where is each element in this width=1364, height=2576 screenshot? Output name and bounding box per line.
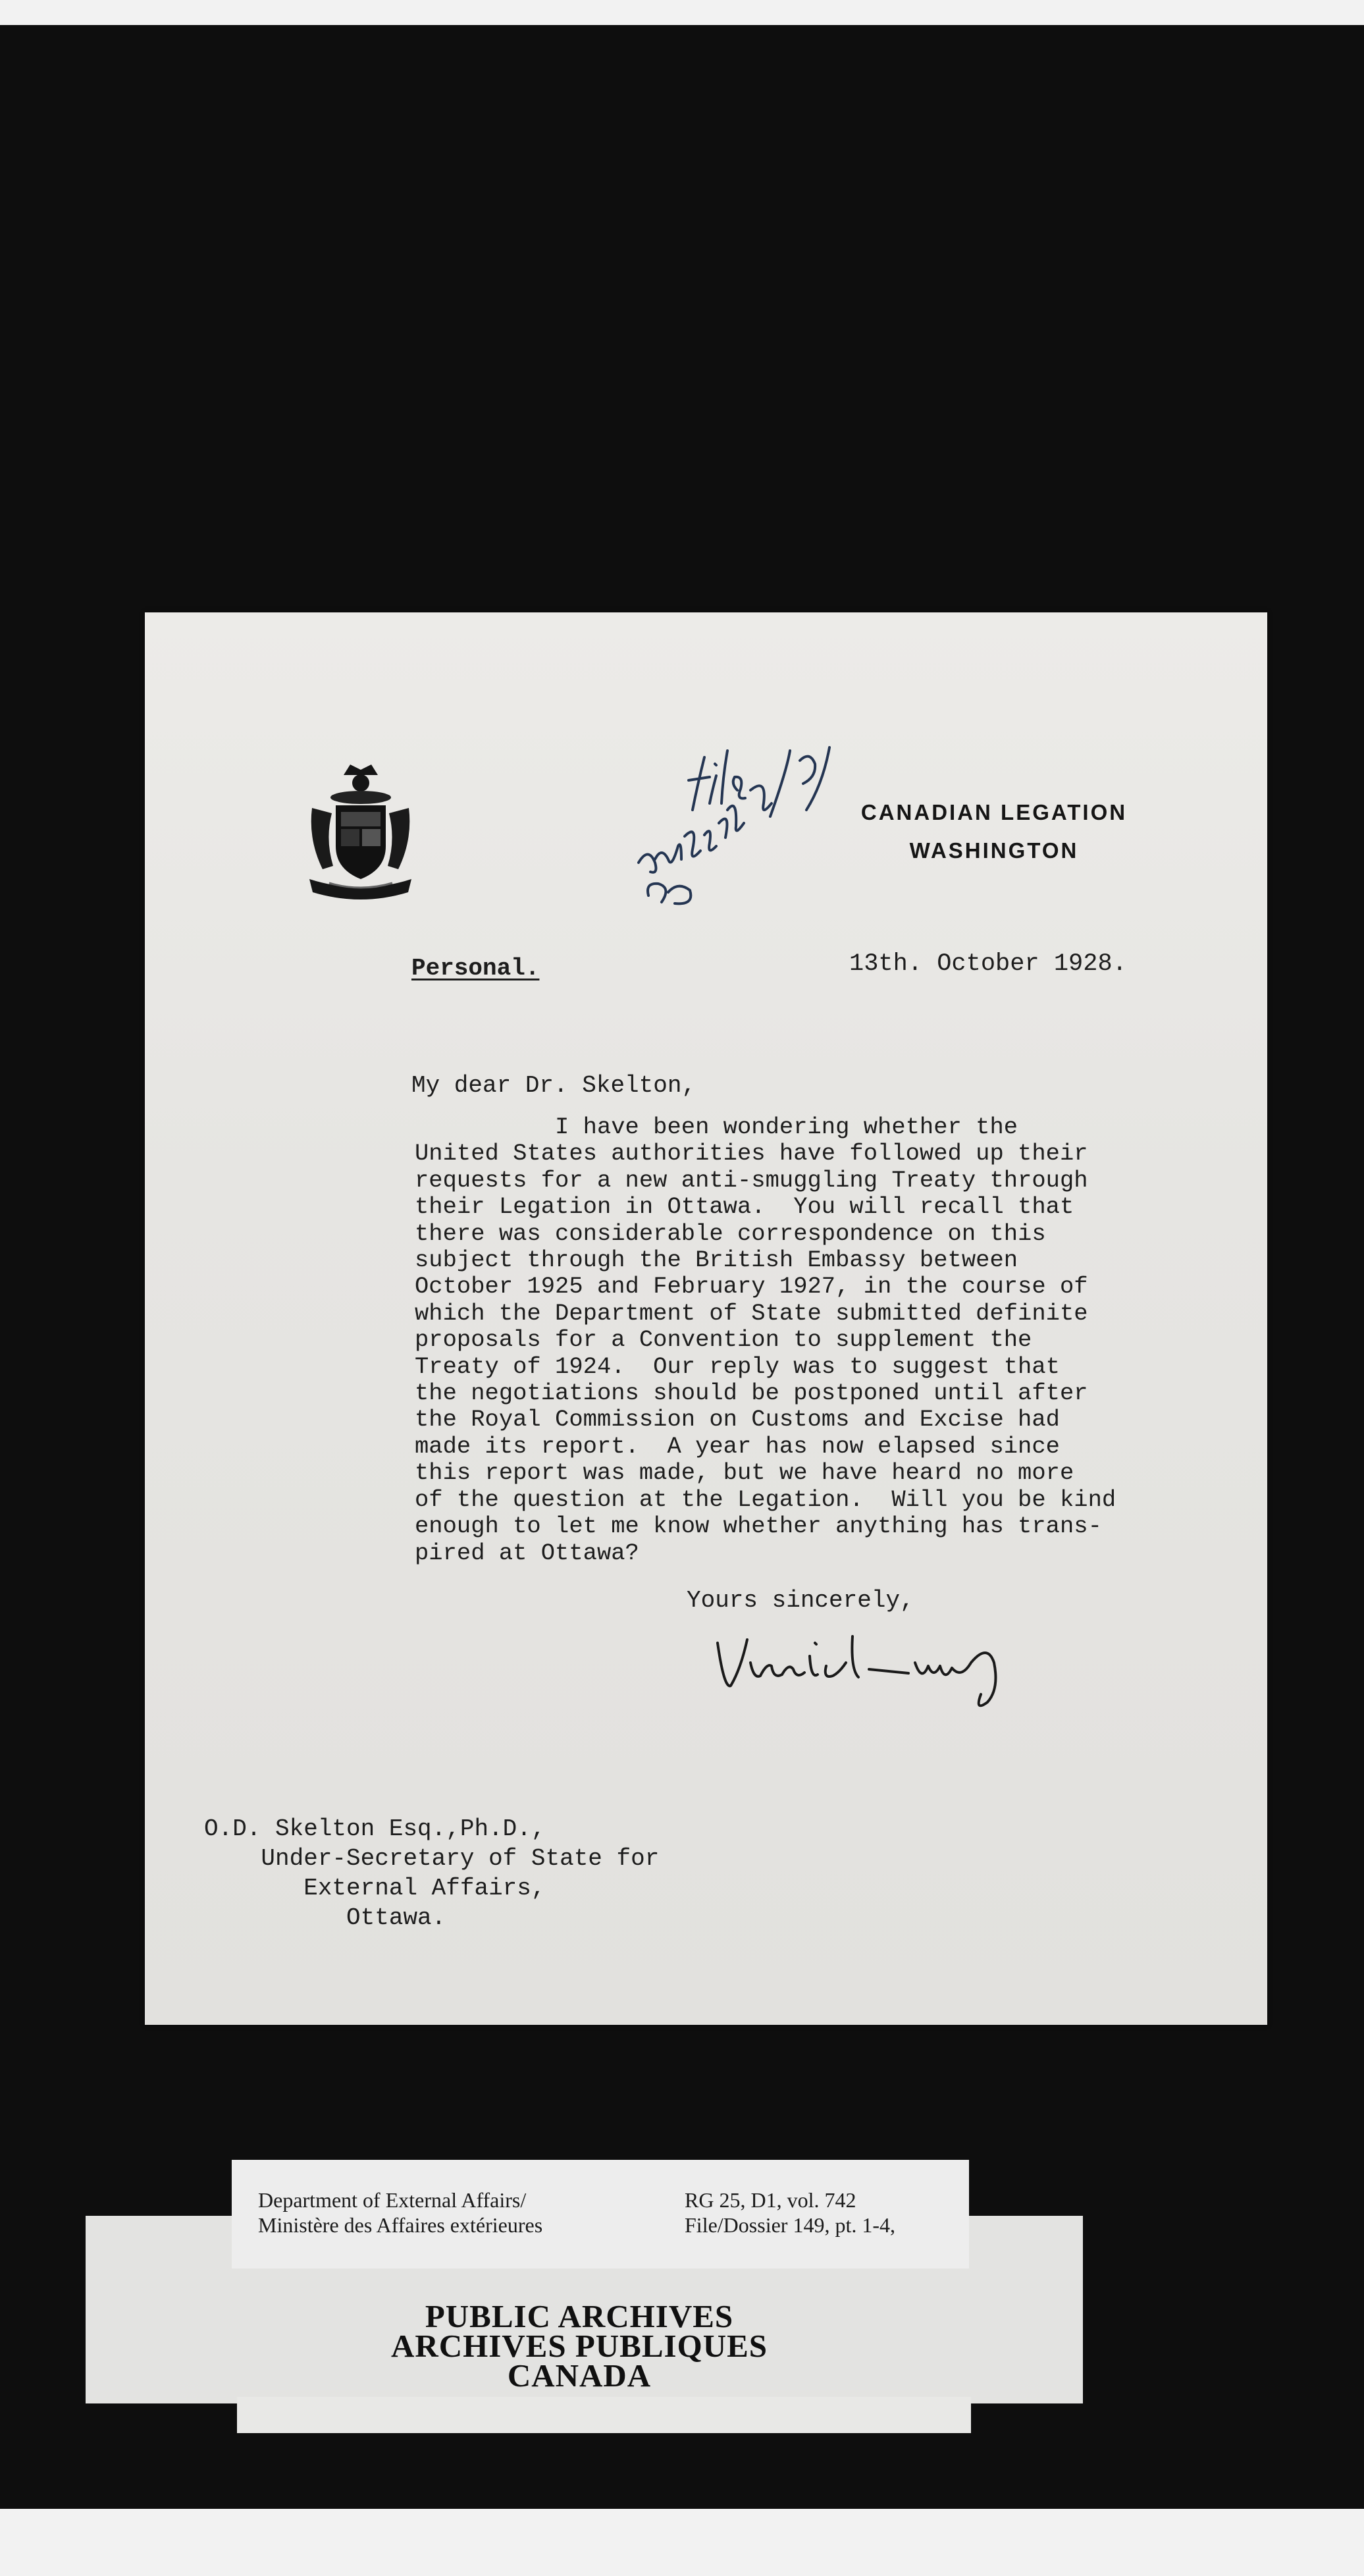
body-line: I have been wondering whether the (415, 1114, 1018, 1140)
body-line: made its report. A year has now elapsed since (415, 1432, 1060, 1460)
body-line: requests for a new anti-smuggling Treaty through (415, 1166, 1088, 1194)
letter-body (415, 1114, 1116, 1567)
body-line: which the Department of State submitted definite (415, 1299, 1088, 1327)
recipient-address (204, 1814, 659, 1933)
archive-reference-label (232, 2160, 969, 2268)
letterhead (836, 793, 1152, 870)
body-line: United States authorities have followed up their (415, 1140, 1088, 1167)
stamp-line-3: CANADA (507, 2357, 652, 2394)
body-line: enough to let me know whether anything has trans- (415, 1513, 1102, 1540)
address-line: Under-Secretary of State for (204, 1845, 660, 1872)
salutation: My dear Dr. Skelton, (411, 1072, 696, 1099)
file-reference (685, 2187, 895, 2238)
film-bottom-border (0, 2509, 1364, 2576)
body-line: October 1925 and February 1927, in the course of (415, 1273, 1088, 1301)
body-line: this report was made, but we have heard no more (415, 1459, 1074, 1487)
department-line-1: Department of External Affairs/ (258, 2188, 527, 2212)
body-line: of the question at the Legation. Will you be kind (415, 1486, 1116, 1513)
reference-line-1: RG 25, D1, vol. 742 (685, 2188, 856, 2212)
public-archives-stamp (349, 2298, 810, 2394)
letterhead-line-1: CANADIAN LEGATION (860, 800, 1128, 824)
department-name (258, 2187, 542, 2238)
signature (711, 1617, 1020, 1715)
body-line: pired at Ottawa? (415, 1539, 639, 1567)
body-line: proposals for a Convention to supplement the (415, 1326, 1032, 1354)
closing: Yours sincerely, (687, 1587, 914, 1614)
archives-label-strip (237, 2397, 971, 2433)
address-line: O.D. Skelton Esq.,Ph.D., (204, 1815, 546, 1842)
body-line: Treaty of 1924. Our reply was to suggest that (415, 1353, 1060, 1380)
stamp-line-2: ARCHIVES PUBLIQUES (390, 2328, 768, 2364)
film-top-border (0, 0, 1364, 25)
address-line: Ottawa. (204, 1904, 446, 1931)
letter-date: 13th. October 1928. (849, 950, 1127, 978)
reference-line-2: File/Dossier 149, pt. 1-4, (685, 2213, 895, 2237)
coat-of-arms-icon (303, 761, 418, 902)
department-line-2: Ministère des Affaires extérieures (258, 2213, 543, 2237)
body-line: subject through the British Embassy between (415, 1247, 1018, 1274)
personal-label: Personal. (411, 955, 540, 982)
body-line: there was considerable correspondence on this (415, 1220, 1046, 1247)
body-line: their Legation in Ottawa. You will recall that (415, 1193, 1074, 1221)
address-line: External Affairs, (204, 1875, 546, 1902)
body-line: the negotiations should be postponed until after (415, 1380, 1088, 1407)
body-line: the Royal Commission on Customs and Excise had (415, 1406, 1060, 1434)
letter-page (145, 612, 1267, 2025)
letterhead-line-2: WASHINGTON (909, 838, 1079, 863)
stamp-line-1: PUBLIC ARCHIVES (425, 2298, 734, 2334)
